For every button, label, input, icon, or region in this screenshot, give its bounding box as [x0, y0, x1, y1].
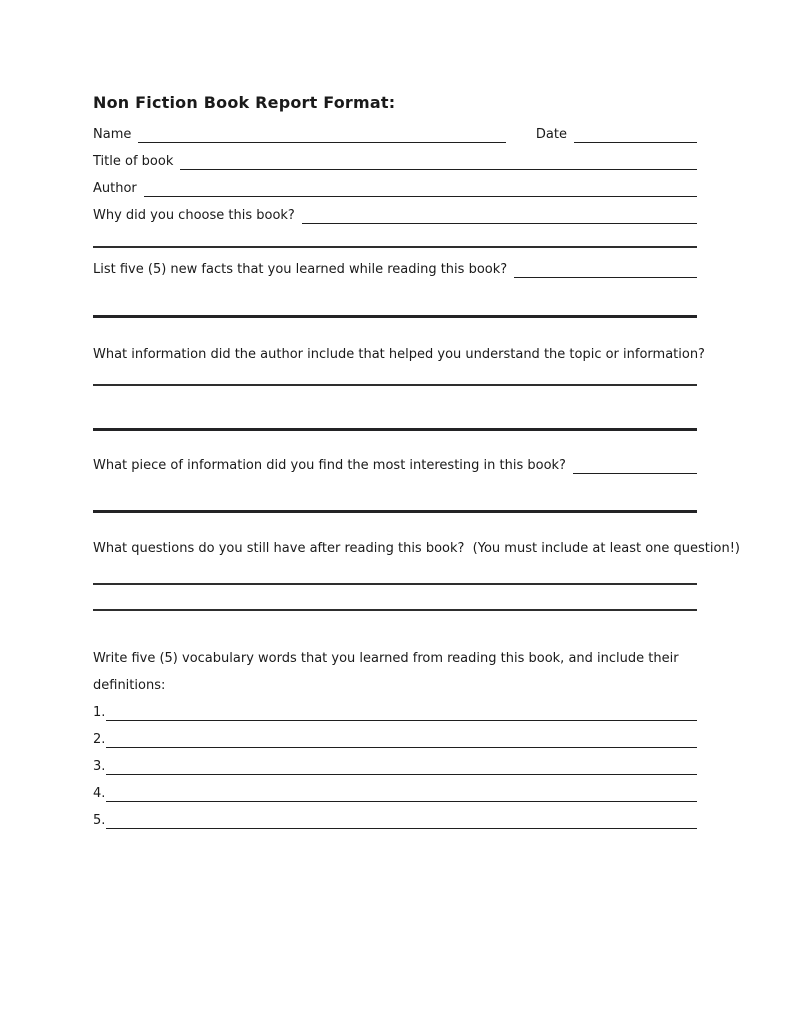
new-facts-row — [93, 256, 697, 283]
most-interesting-row — [93, 452, 697, 479]
vocab-item-row — [93, 726, 697, 753]
vocab-item-4-field[interactable] — [106, 780, 697, 802]
why-choose-row — [93, 202, 697, 229]
vocabulary-instruction-line-2: definitions: — [93, 678, 166, 693]
info-included-field-line[interactable] — [93, 384, 697, 386]
vocab-item-number: 3. — [93, 759, 106, 774]
book-title-field[interactable] — [180, 148, 697, 170]
name-field[interactable] — [138, 121, 506, 143]
vocab-item-2-field[interactable] — [106, 726, 697, 748]
vocabulary-instruction-row-2 — [93, 672, 697, 699]
new-facts-field[interactable] — [514, 256, 697, 278]
vocabulary-instruction-row-1 — [93, 645, 697, 672]
name-date-row — [93, 121, 697, 148]
date-field[interactable] — [574, 121, 697, 143]
vocab-item-number: 5. — [93, 813, 106, 828]
questions-row — [93, 535, 740, 562]
name-label: Name — [93, 127, 132, 142]
form-title: Non Fiction Book Report Format: — [93, 93, 396, 112]
vocab-item-number: 4. — [93, 786, 106, 801]
questions-label: What questions do you still have after reading this book? (You must include at least one question!) — [93, 541, 740, 556]
vocab-item-3-field[interactable] — [106, 753, 697, 775]
vocab-item-1-field[interactable] — [106, 699, 697, 721]
questions-field-line-2[interactable] — [93, 609, 697, 611]
date-label: Date — [535, 127, 567, 142]
vocab-item-row — [93, 699, 697, 726]
vocabulary-instruction-line-1: Write five (5) vocabulary words that you learned from reading this book, and include their — [93, 651, 679, 666]
author-row — [93, 175, 697, 202]
section-divider-info — [93, 428, 697, 431]
why-choose-field[interactable] — [302, 202, 697, 224]
why-choose-label: Why did you choose this book? — [93, 208, 295, 223]
why-choose-field-line-2[interactable] — [93, 246, 697, 248]
vocab-item-number: 2. — [93, 732, 106, 747]
info-included-row — [93, 341, 705, 368]
questions-field-line-1[interactable] — [93, 583, 697, 585]
vocab-item-5-field[interactable] — [106, 807, 697, 829]
vocab-item-number: 1. — [93, 705, 106, 720]
most-interesting-field[interactable] — [573, 452, 697, 474]
info-included-label: What information did the author include that helped you understand the topic or information? — [93, 347, 705, 362]
vocab-item-row — [93, 807, 697, 834]
vocab-item-row — [93, 780, 697, 807]
most-interesting-label: What piece of information did you find the most interesting in this book? — [93, 458, 566, 473]
vocab-item-row — [93, 753, 697, 780]
book-title-label: Title of book — [93, 154, 174, 169]
book-title-row — [93, 148, 697, 175]
author-field[interactable] — [144, 175, 697, 197]
section-divider-interesting — [93, 510, 697, 513]
section-divider-facts — [93, 315, 697, 318]
author-label: Author — [93, 181, 137, 196]
new-facts-label: List five (5) new facts that you learned while reading this book? — [93, 262, 508, 277]
